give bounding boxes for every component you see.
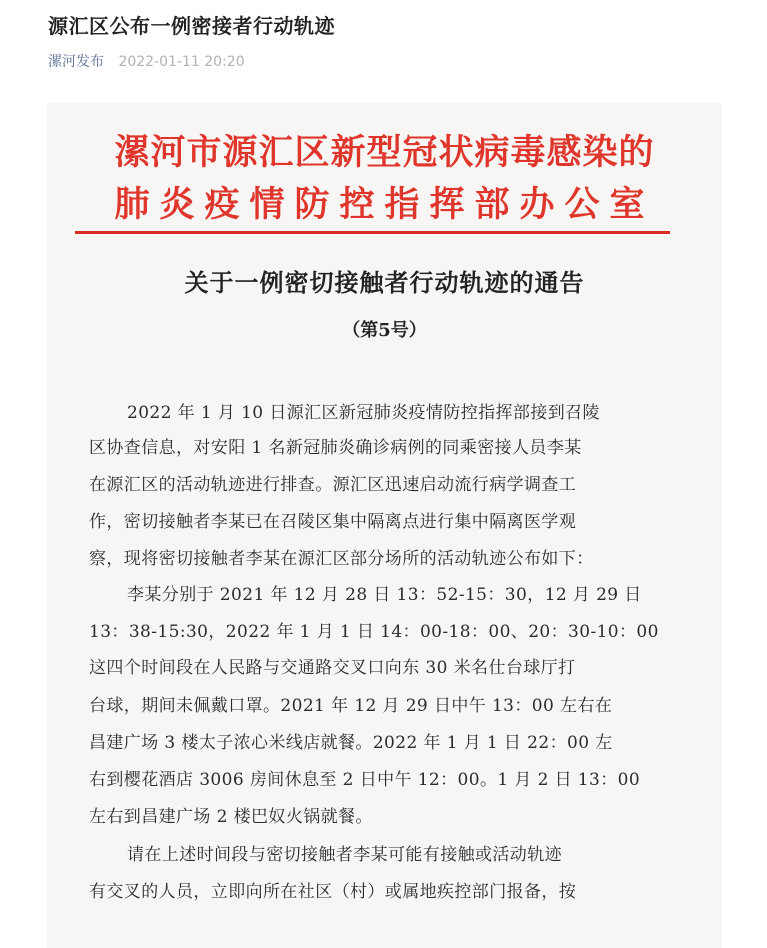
body-line: 左右到昌建广场 2 楼巴奴火锅就餐。: [89, 807, 373, 827]
body-line: 右到樱花酒店 3006 房间休息至 2 日中午 12：00。1 月 2 日 13：00: [89, 770, 641, 790]
publish-date: 2022-01-11 20:20: [118, 54, 245, 70]
body-line: 李某分别于 2021 年 12 月 28 日 13：52-15：30，12 月 29 日: [127, 585, 642, 605]
body-line: 察，现将密切接触者李某在源汇区部分场所的活动轨迹公布如下：: [89, 549, 594, 569]
document-image: [47, 103, 722, 948]
article-meta: [48, 51, 245, 71]
body-line: 台球，期间未佩戴口罩。2021 年 12 月 29 日中午 13：00 左右在: [89, 696, 613, 716]
document-header-line-1: 漯河市源汇区新型冠状病毒感染的: [114, 132, 655, 173]
body-line: 请在上述时间段与密切接触者李某可能有接触或活动轨迹: [127, 845, 562, 865]
body-line: 昌建广场 3 楼太子浓心米线店就餐。2022 年 1 月 1 日 22：00 左: [89, 733, 613, 753]
body-line: 有交叉的人员，立即向所在社区（村）或属地疾控部门报备，按: [89, 882, 577, 902]
notice-title: 关于一例密切接触者行动轨迹的通告: [184, 268, 585, 297]
body-line: 2022 年 1 月 10 日源汇区新冠肺炎疫情防控指挥部接到召陵: [127, 403, 600, 423]
body-line: 这四个时间段在人民路与交通路交叉口向东 30 米名仕台球厅打: [89, 658, 576, 678]
source-link[interactable]: 漯河发布: [48, 54, 104, 70]
body-line: 在源汇区的活动轨迹进行排查。源汇区迅速启动流行病学调查工: [89, 475, 577, 495]
body-line: 区协查信息，对安阳 1 名新冠肺炎确诊病例的同乘密接人员李某: [89, 438, 582, 458]
article-title: 源汇区公布一例密接者行动轨迹: [48, 14, 335, 38]
red-divider: [75, 231, 670, 234]
document-header-line-2: 肺炎疫情防控指挥部办公室: [114, 184, 655, 225]
notice-number: （第5号）: [342, 320, 427, 341]
body-line: 13：38-15:30，2022 年 1 月 1 日 14：00-18：00、20：30-10：00: [89, 622, 659, 642]
body-line: 作，密切接触者李某已在召陵区集中隔离点进行集中隔离医学观: [89, 512, 577, 532]
